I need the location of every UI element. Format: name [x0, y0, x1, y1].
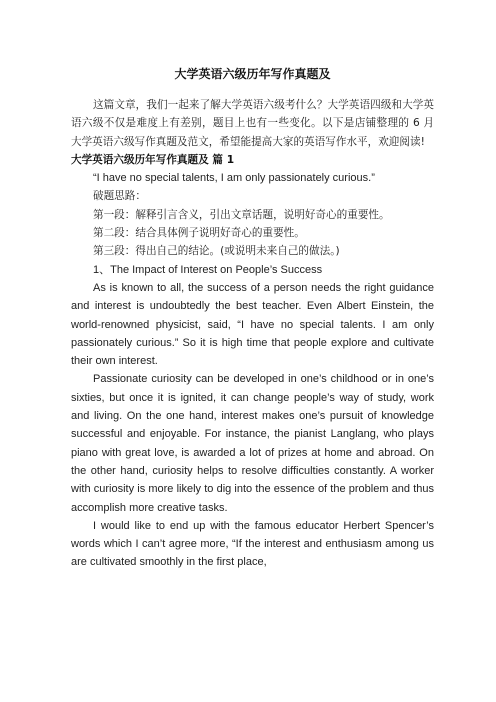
outline-item-2: 第二段：结合具体例子说明好奇心的重要性。	[93, 227, 305, 240]
essay-title: 1、The Impact of Interest on People’s Success	[93, 263, 323, 276]
intro-paragraph: 这篇文章，我们一起来了解大学英语六级考什么？大学英语四级和大学英语六级不仅是难度上有差别，题目上也有一些变化。以下是店铺整理的 6 月大学英语六级写作真题及范文，希望能提高大家的英语写作水平，欢迎阅读!	[71, 99, 434, 148]
outline-item-1: 第一段：解释引言含义，引出文章话题，说明好奇心的重要性。	[93, 208, 390, 221]
document-title: 大学英语六级历年写作真题及	[174, 67, 331, 81]
outline-label: 破题思路：	[93, 190, 146, 203]
essay-paragraph-2: Passionate curiosity can be developed in one’s childhood or in one’s sixties, but once it is ignited, it can change people’s way of study, work and living. On the one hand, interest makes one’s pursuit of knowledge successful and enjoyable. For instance, the pianist Langlang, who plays piano with great love, is awarded a lot of prizes at home and abroad. On the other hand, curiosity helps to resolve difficulties constantly. A worker with curiosity is more likely to dig into the essence of the problem and thus accomplish more creative tasks.	[71, 373, 434, 514]
outline-item-3: 第三段：得出自己的结论。(或说明未来自己的做法。)	[93, 245, 340, 258]
prompt-quote: “I have no special talents, I am only passionately curious.”	[93, 172, 375, 185]
essay-paragraph-3: I would like to end up with the famous educator Herbert Spencer’s words which I can’t agree more, “If the interest and enthusiasm among us are cultivated smoothly in the first place,	[71, 519, 434, 569]
essay-paragraph-1: As is known to all, the success of a person needs the right guidance and interest is undoubtedly the best teacher. Even Albert Einstein, the world-renowned physicist, said, “I have no special talents. I am only passionately curious.” So it is high time that people explore and cultivate their own interest.	[71, 281, 434, 368]
section-heading: 大学英语六级历年写作真题及 篇 1	[71, 153, 235, 166]
